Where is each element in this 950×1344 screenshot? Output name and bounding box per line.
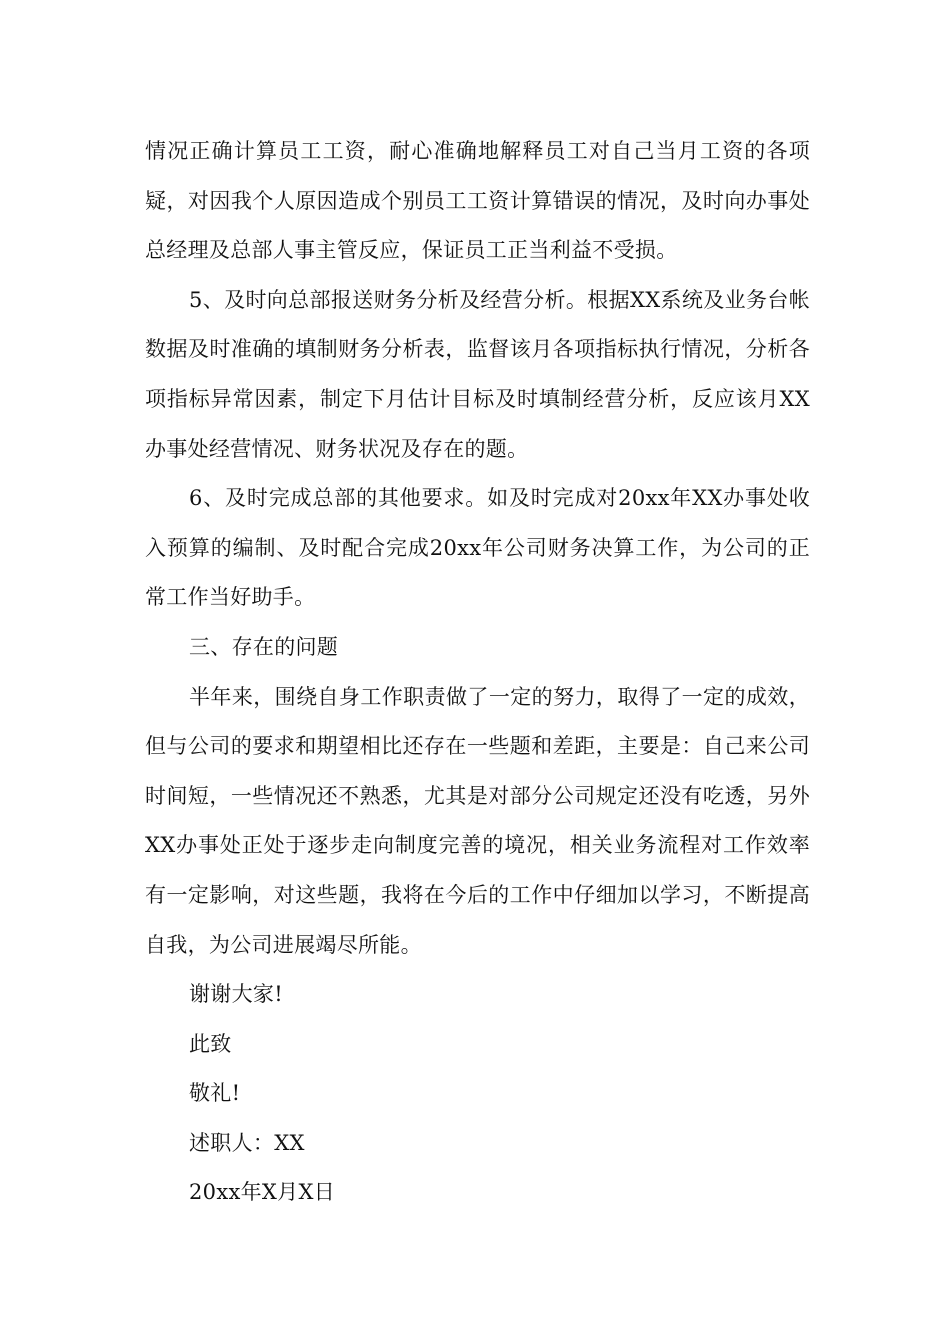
paragraph-financial-analysis: 5、及时向总部报送财务分析及经营分析。根据XX系统及业务台帐数据及时准确的填制财务分析表，监督该月各项指标执行情况，分析各项指标异常因素，制定下月估计目标及时填制经营分析，反应该月XX办事处经营情况、财务状况及存在的题。 bbox=[145, 287, 810, 461]
paragraph-other-requirements: 6、及时完成总部的其他要求。如及时完成对20xx年XX办事处收入预算的编制、及时配合完成20xx年公司财务决算工作，为公司的正常工作当好助手。 bbox=[145, 486, 810, 610]
section-heading-problems: 三、存在的问题 bbox=[189, 634, 339, 659]
signature: 述职人：XX bbox=[189, 1130, 305, 1155]
document-date: 20xx年X月X日 bbox=[189, 1180, 336, 1205]
document-body bbox=[145, 127, 810, 1218]
paragraph-existing-problems: 半年来，围绕自身工作职责做了一定的努力，取得了一定的成效，但与公司的要求和期望相比还存在一些题和差距，主要是：自己来公司时间短，一些情况还不熟悉，尤其是对部分公司规定还没有吃透，另外XX办事处正处于逐步走向制度完善的境况，相关业务流程对工作效率有一定影响，对这些题，我将在今后的工作中仔细加以学习，不断提高自我，为公司进展竭尽所能。 bbox=[145, 684, 810, 957]
closing-thanks: 谢谢大家! bbox=[189, 982, 283, 1007]
closing-salutation-1: 此致 bbox=[189, 1031, 232, 1056]
paragraph-salary-continuation: 情况正确计算员工工资，耐心准确地解释员工对自己当月工资的各项疑，对因我个人原因造成个别员工工资计算错误的情况，及时向办事处总经理及总部人事主管反应，保证员工正当利益不受损。 bbox=[145, 139, 810, 263]
closing-salutation-2: 敬礼! bbox=[189, 1081, 241, 1106]
